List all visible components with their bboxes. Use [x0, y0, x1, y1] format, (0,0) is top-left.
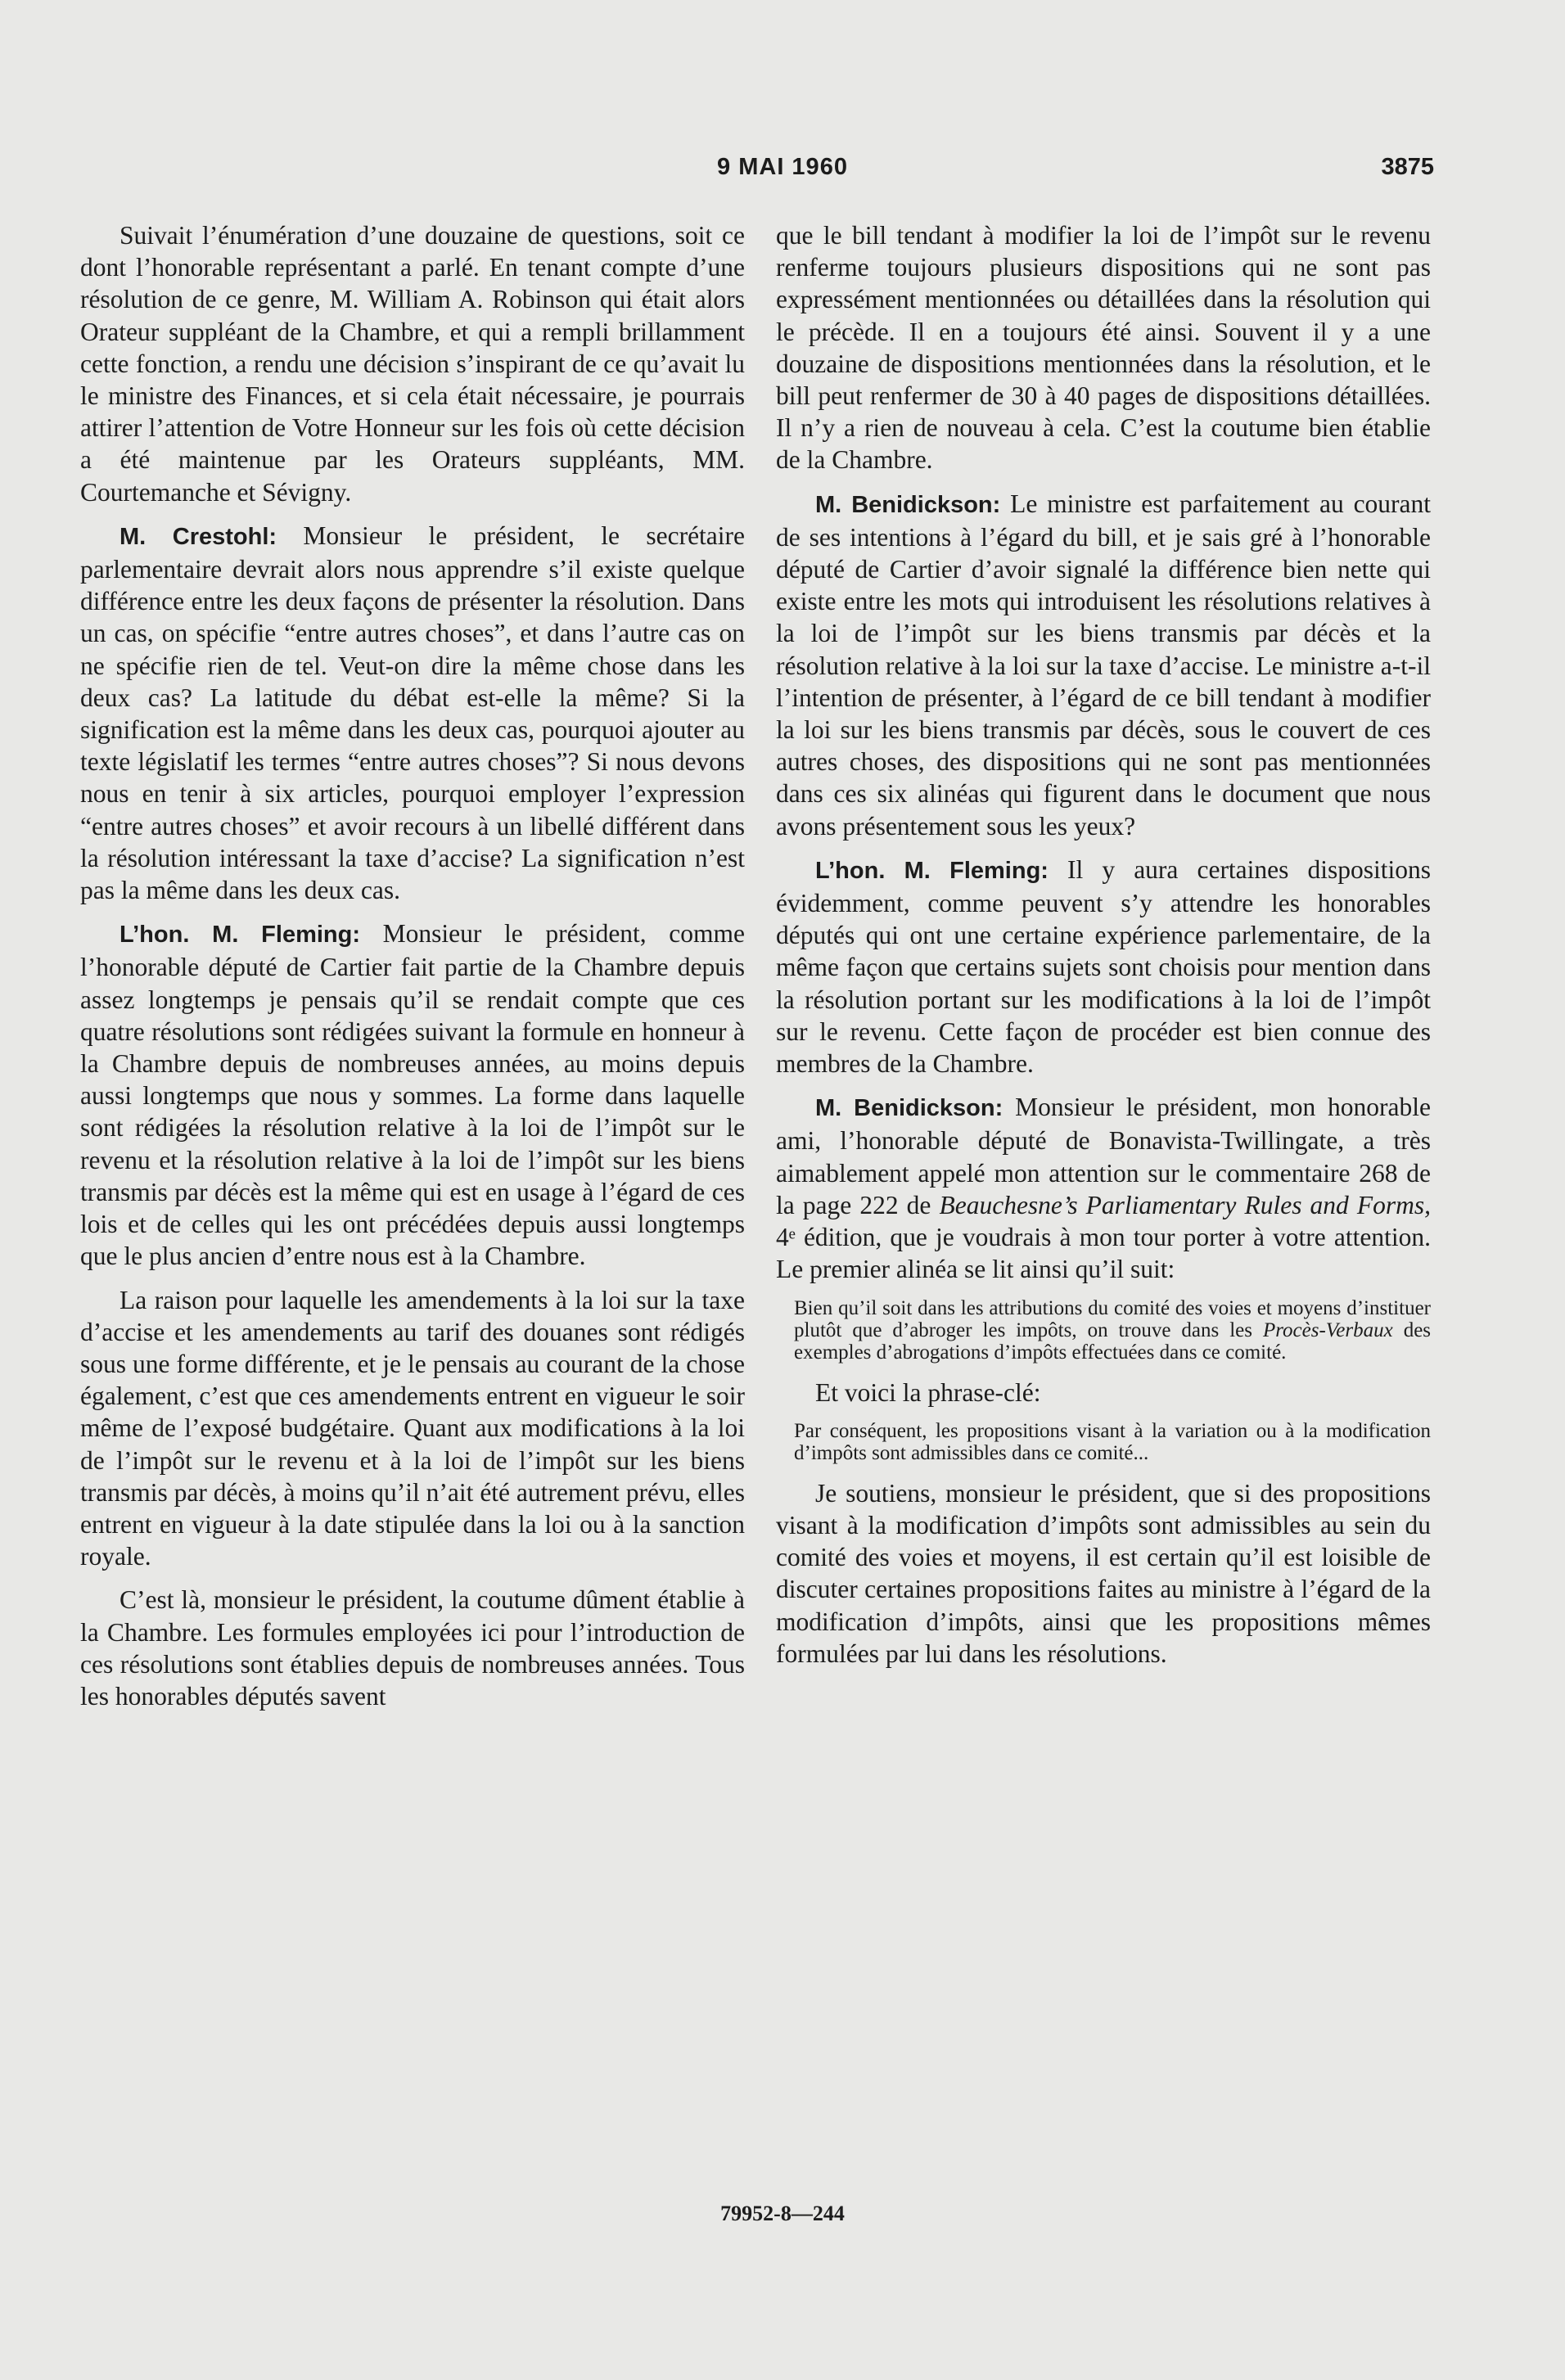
paragraph-text: 4ᵉ édition, que je voudrais à mon tour porter à votre attention. Le premier alinéa se lit ainsi qu’il suit:	[776, 1223, 1431, 1284]
paragraph-text: La raison pour laquelle les amendements à la loi sur la taxe d’accise et les amendements au tarif des douanes sont rédigés sous une forme différente, et je le pensais au courant de la chose également, c’est que ces amendements entrent en vigueur le soir même de l’exposé budgétaire. Quant aux modifications à la loi de l’impôt sur le revenu et à la loi de l’impôt sur les biens transmis par décès, à moins qu’il n’ait été autrement prévu, elles entrent en vigueur à la date stipulée dans la loi ou à la sanction royale.	[80, 1285, 745, 1571]
speaker-name: M. Crestohl:	[120, 523, 277, 550]
speaker-name: L’hon. M. Fleming:	[815, 857, 1049, 884]
block-quote	[776, 1297, 1431, 1364]
paragraph	[776, 1377, 1431, 1409]
page-date: 9 MAI 1960	[717, 154, 848, 180]
page-footer-code: 79952-8—244	[720, 2202, 845, 2225]
paragraph	[776, 1477, 1431, 1670]
paragraph-text: Monsieur le président, le secrétaire parlementaire devrait alors nous apprendre s’il existe quelque différence entre les deux façons de présenter la résolution. Dans un cas, on spécifie “entre autres choses”, et dans l’autre cas on ne spécifie rien de tel. Veut-on dire la même chose dans les deux cas? La latitude du débat est-elle la même? Si la signification est la même dans les deux cas, pourquoi ajouter au texte législatif les termes “entre autres choses”? Si nous devons nous en tenir à six articles, pourquoi employer l’expression “entre autres choses” et avoir recours à un libellé différent dans la résolution intéressant la taxe d’accise? La signification n’est pas la même dans les deux cas.	[80, 521, 746, 905]
paragraph-text: Il y aura certaines dispositions évidemment, comme peuvent s’y attendre les honorables députés qui ont une certaine expérience parlementaire, de la même façon que certains sujets sont choisis pour mention dans la résolution portant sur les modifications à la loi de l’impôt sur le revenu. Cette façon de procéder est bien connue des membres de la Chambre.	[776, 854, 1432, 1079]
paragraph-text: Suivait l’énumération d’une douzaine de questions, soit ce dont l’honorable représentant a parlé. En tenant compte d’une résolution de ce genre, M. William A. Robinson qui était alors Orateur suppléant de la Chambre, et qui a rempli brillamment cette fonction, a rendu une décision s’inspirant de ce qu’avait lu le ministre des Finances, et si cela était nécessaire, je pourrais attirer l’attention de Votre Honneur sur les fois où cette décision a été maintenue par les Orateurs suppléants, MM. Courtemanche et Sévigny.	[80, 221, 745, 507]
paragraph	[80, 1284, 745, 1573]
block-quote	[776, 1420, 1431, 1464]
paragraph-text: C’est là, monsieur le président, la coutume dûment établie à la Chambre. Les formules employées ici pour l’introduction de ces résolutions sont établies depuis de nombreuses années. Tous les honorables députés savent	[80, 1585, 745, 1711]
paragraph-text: Je soutiens, monsieur le président, que si des propositions visant à la modification d’impôts sont admissibles au sein du comité des voies et moyens, il est certain qu’il est loisible de discuter certaines propositions faites au ministre à l’égard de la modification d’impôts, ainsi que les propositions mêmes formulées par lui dans les résolutions.	[776, 1478, 1431, 1668]
paragraph-text: Monsieur le président, mon honorable ami, l’honorable député de Bonavista-Twillingate, a très aimablement appelé mon attention sur le commentaire 268 de la page 222 de	[776, 1093, 1432, 1219]
paragraph-text: Et voici la phrase-clé:	[815, 1377, 1041, 1407]
paragraph-text: Monsieur le président, comme l’honorable député de Cartier fait partie de la Chambre depuis assez longtemps je pensais qu’il se rendait compte que ces quatre résolutions sont rédigées suivant la formule en honneur à la Chambre depuis de nombreuses années, au moins depuis aussi longtemps que nous y sommes. La forme dans laquelle sont rédigées la résolution relative à la loi de l’impôt sur le revenu et la résolution relative à la loi de l’impôt sur les biens transmis par décès est la même qui est en usage à l’égard de ces lois et de celles qui les ont précédées depuis aussi longtemps que le plus ancien d’entre nous est à la Chambre.	[80, 919, 746, 1271]
paragraph	[80, 917, 745, 1272]
quote-italic: Procès-Verbaux	[1262, 1318, 1393, 1341]
paragraph-text: que le bill tendant à modifier la loi de l’impôt sur le revenu renferme toujours plusieurs dispositions qui ne sont pas expressément mentionnées ou détaillées dans la résolution qui le précède. Il en a toujours été ainsi. Souvent il y a une douzaine de dispositions mentionnées dans la résolution, et le bill peut renfermer de 30 à 40 pages de dispositions détaillées. Il n’y a rien de nouveau à cela. C’est la coutume bien établie de la Chambre.	[776, 221, 1431, 475]
paragraph	[776, 219, 1431, 476]
paragraph	[776, 854, 1431, 1080]
speaker-name: M. Benidickson:	[815, 491, 1001, 518]
paragraph	[776, 488, 1431, 842]
paragraph	[776, 1091, 1431, 1285]
quote-text: des exemples d’abrogations d’impôts effectuées dans ce comité.	[794, 1318, 1432, 1364]
quote-text: Bien qu’il soit dans les attributions du comité des voies et moyens d’instituer plutôt que d’abroger les impôts, on trouve dans les	[794, 1296, 1431, 1341]
paragraph-text: Le ministre est parfaitement au courant de ses intentions à l’égard du bill, et je sais gré à l’honorable député de Cartier d’avoir signalé la différence bien nette qui existe entre les mots qui introduisent les résolutions relatives à la loi de l’impôt sur les biens transmis par décès et la résolution relative à la loi sur la taxe d’accise. Le ministre a-t-il l’intention de présenter, à l’égard de ce bill tendant à modifier la loi sur les biens transmis par décès, sous le couvert de ces autres choses, des dispositions qui ne sont pas mentionnées dans ces six alinéas qui figurent dans le document que nous avons présentement sous les yeux?	[776, 489, 1432, 841]
right-column	[776, 219, 1431, 1681]
paragraph	[80, 520, 745, 906]
paragraph	[80, 1584, 745, 1712]
page-number: 3875	[1381, 154, 1434, 180]
speaker-name: M. Benidickson:	[815, 1095, 1003, 1122]
book-title: Beauchesne’s Parliamentary Rules and Forms,	[939, 1190, 1431, 1219]
left-column	[80, 219, 745, 1724]
speaker-name: L’hon. M. Fleming:	[120, 922, 361, 949]
paragraph	[80, 219, 745, 508]
quote-text: Par conséquent, les propositions visant à la variation ou à la modification d’impôts sont admissibles dans ce comité...	[794, 1419, 1431, 1464]
